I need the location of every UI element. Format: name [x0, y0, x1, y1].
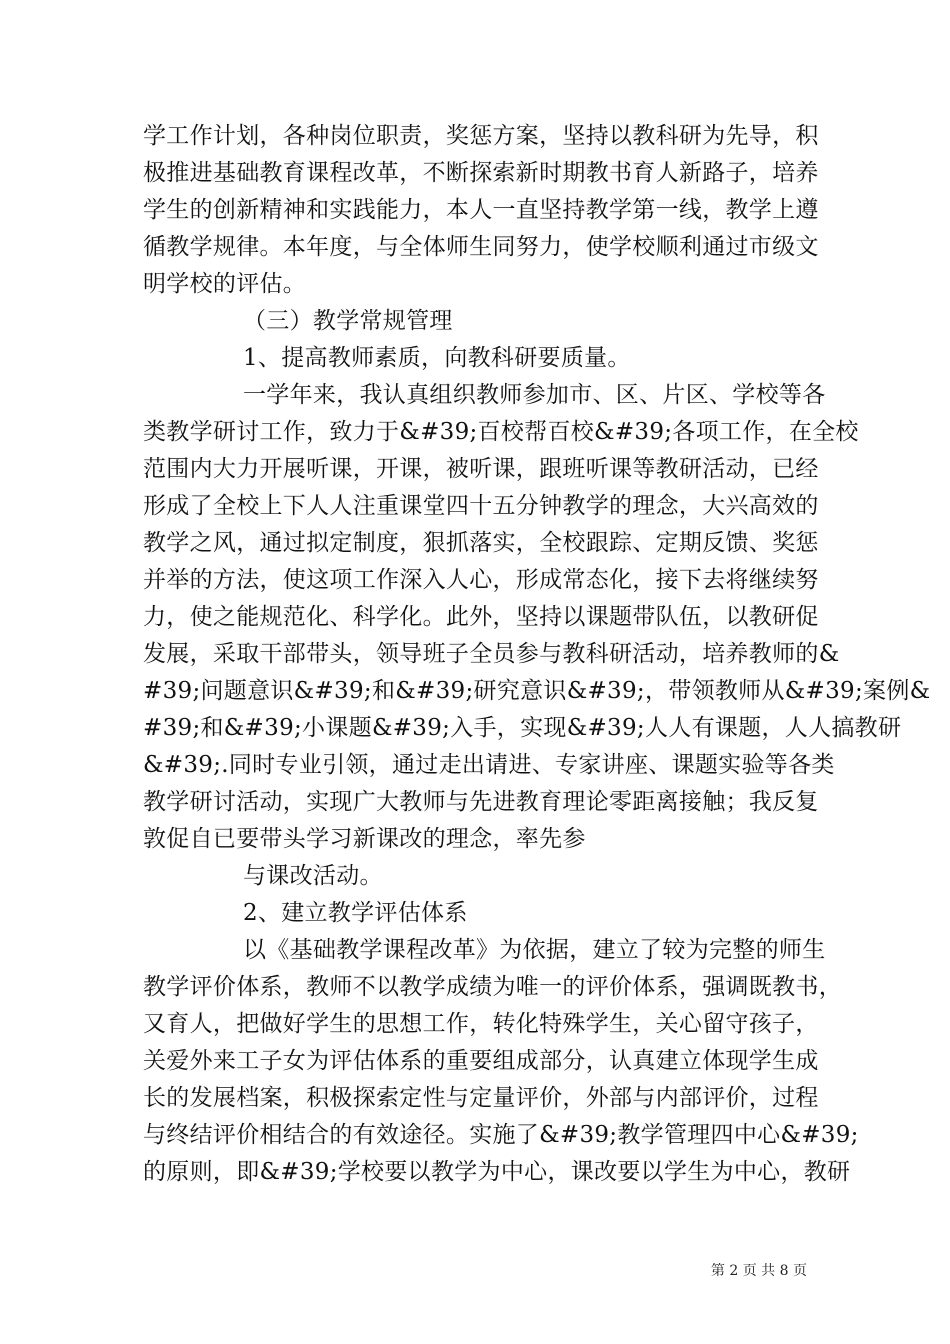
text-line: #39;问题意识&#39;和&#39;研究意识&#39;，带领教师从&#39;案例& — [143, 678, 931, 704]
text-line: 与终结评价相结合的有效途径。实施了&#39;教学管理四中心&#39; — [143, 1122, 859, 1148]
text-line: 一学年来，我认真组织教师参加市、区、片区、学校等各 — [243, 382, 826, 408]
text-line: 范围内大力开展听课，开课，被听课，跟班听课等教研活动，已经 — [143, 456, 819, 482]
text-line: 形成了全校上下人人注重课堂四十五分钟教学的理念，大兴高效的 — [143, 493, 819, 519]
text-line: 教学之风，通过拟定制度，狠抓落实，全校跟踪、定期反馈、奖惩 — [143, 530, 819, 556]
text-line: &#39;.同时专业引领，通过走出请进、专家讲座、课题实验等各类 — [143, 752, 835, 778]
subsection-heading: 2、建立教学评估体系 — [243, 900, 468, 926]
text-line: 类教学研讨工作，致力于&#39;百校帮百校&#39;各项工作，在全校 — [143, 419, 859, 445]
text-line: 循教学规律。本年度，与全体师生同努力，使学校顺利通过市级文 — [143, 234, 819, 260]
text-line: 长的发展档案，积极探索定性与定量评价，外部与内部评价，过程 — [143, 1085, 819, 1111]
section-heading: （三）教学常规管理 — [243, 308, 453, 334]
text-line: 关爱外来工子女为评估体系的重要组成部分，认真建立体现学生成 — [143, 1048, 819, 1074]
text-line: 又育人，把做好学生的思想工作，转化特殊学生，关心留守孩子， — [143, 1011, 819, 1037]
text-line: 并举的方法，使这项工作深入人心，形成常态化，接下去将继续努 — [143, 567, 819, 593]
text-line: 以《基础教学课程改革》为依据，建立了较为完整的师生 — [243, 937, 826, 963]
text-line: 与课改活动。 — [243, 863, 383, 889]
text-line: 教学评价体系，教师不以教学成绩为唯一的评价体系，强调既教书， — [143, 974, 842, 1000]
text-line: 极推进基础教育课程改革，不断探索新时期教书育人新路子，培养 — [143, 160, 819, 186]
text-line: 教学研讨活动，实现广大教师与先进教育理论零距离接触；我反复 — [143, 789, 819, 815]
text-line: 学生的创新精神和实践能力，本人一直坚持教学第一线，教学上遵 — [143, 197, 819, 223]
page-number: 第 2 页 共 8 页 — [710, 1263, 807, 1279]
text-line: 明学校的评估。 — [143, 271, 307, 297]
subsection-heading: 1、提高教师素质，向教科研要质量。 — [243, 345, 631, 371]
text-line: 敦促自已要带头学习新课改的理念，率先参 — [143, 826, 586, 852]
text-line: 学工作计划，各种岗位职责，奖惩方案，坚持以教科研为先导，积 — [143, 123, 819, 149]
text-line: #39;和&#39;小课题&#39;入手，实现&#39;人人有课题，人人搞教研 — [143, 715, 902, 741]
text-line: 的原则，即&#39;学校要以教学为中心，课改要以学生为中心，教研 — [143, 1159, 851, 1185]
text-line: 力，使之能规范化、科学化。此外，坚持以课题带队伍，以教研促 — [143, 604, 819, 630]
text-line: 发展，采取干部带头，领导班子全员参与教科研活动，培养教师的& — [143, 641, 840, 667]
